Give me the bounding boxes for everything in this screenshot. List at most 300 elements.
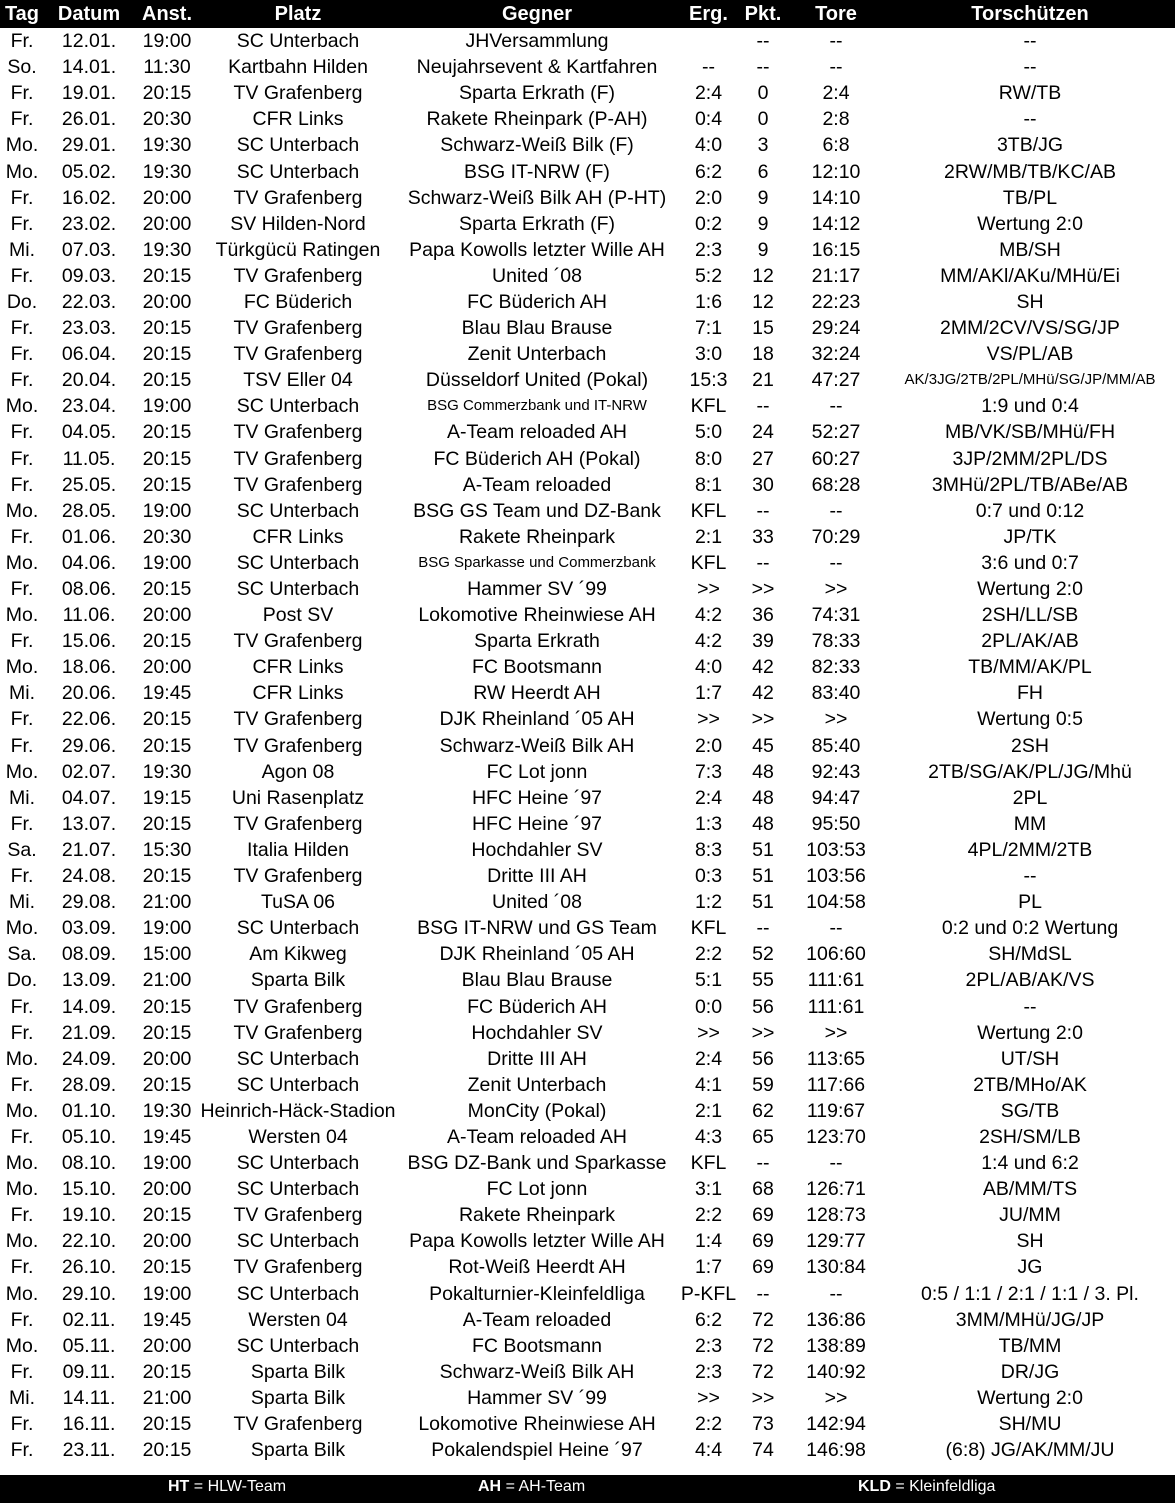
cell-tag: Fr. <box>10 865 34 888</box>
cell-torschuetzen: 2TB/MHo/AK <box>973 1073 1087 1096</box>
cell-gegner: DJK Rheinland ´05 AH <box>439 708 635 731</box>
cell-torschuetzen: VS/PL/AB <box>986 343 1074 366</box>
cell-platz: TV Grafenberg <box>233 1021 363 1044</box>
cell-platz: TV Grafenberg <box>233 343 363 366</box>
cell-datum: 20.04. <box>61 369 117 392</box>
cell-punkte: 9 <box>757 238 769 261</box>
cell-ergebnis: 1:4 <box>694 1230 723 1253</box>
cell-platz: SC Unterbach <box>236 160 360 183</box>
cell-datum: 14.09. <box>61 995 117 1018</box>
cell-anstoss: 20:15 <box>142 578 192 601</box>
cell-platz: TV Grafenberg <box>233 708 363 731</box>
table-row <box>0 1281 1175 1307</box>
cell-gegner: HFC Heine ´97 <box>471 786 603 809</box>
cell-anstoss: 20:00 <box>142 186 192 209</box>
cell-datum: 29.08. <box>61 891 117 914</box>
cell-anstoss: 20:15 <box>142 1204 192 1227</box>
cell-ergebnis: 8:3 <box>694 838 723 861</box>
cell-datum: 23.02. <box>61 212 117 235</box>
cell-gegner: FC Büderich AH <box>467 995 607 1018</box>
cell-torschuetzen: MB/SH <box>999 238 1061 261</box>
cell-datum: 23.04. <box>61 395 117 418</box>
cell-punkte: -- <box>756 551 770 574</box>
cell-anstoss: 19:45 <box>142 1308 192 1331</box>
table-row <box>0 785 1175 811</box>
cell-anstoss: 20:00 <box>142 1230 192 1253</box>
cell-ergebnis: 4:2 <box>694 604 723 627</box>
cell-tag: Fr. <box>10 1073 34 1096</box>
cell-tore: 113:65 <box>806 1047 866 1070</box>
cell-anstoss: 19:15 <box>142 786 192 809</box>
table-row <box>0 1176 1175 1202</box>
table-row <box>0 472 1175 498</box>
cell-tore: 74:31 <box>811 604 861 627</box>
cell-tore: 22:23 <box>811 290 861 313</box>
cell-gegner: RW Heerdt AH <box>473 682 601 705</box>
cell-tag: Mo. <box>5 1334 39 1357</box>
cell-punkte: 0 <box>757 82 769 105</box>
cell-anstoss: 21:00 <box>142 891 192 914</box>
cell-platz: SC Unterbach <box>236 395 360 418</box>
cell-tore: 119:67 <box>806 1099 866 1122</box>
table-row <box>0 1307 1175 1333</box>
cell-anstoss: 20:00 <box>142 1178 192 1201</box>
cell-datum: 05.02. <box>61 160 117 183</box>
cell-ergebnis: 2:2 <box>694 1204 723 1227</box>
cell-punkte: 27 <box>752 447 774 470</box>
cell-platz: TV Grafenberg <box>233 1413 363 1436</box>
cell-gegner: FC Büderich AH (Pokal) <box>433 447 641 470</box>
table-row <box>0 706 1175 732</box>
cell-anstoss: 20:15 <box>142 82 192 105</box>
cell-platz: SC Unterbach <box>236 1282 360 1305</box>
cell-platz: SC Unterbach <box>236 578 360 601</box>
cell-datum: 15.10. <box>61 1178 117 1201</box>
cell-tag: Mi. <box>9 238 35 261</box>
cell-platz: Wersten 04 <box>248 1308 348 1331</box>
cell-anstoss: 20:15 <box>142 630 192 653</box>
cell-datum: 22.06. <box>61 708 117 731</box>
cell-torschuetzen: -- <box>1023 56 1037 79</box>
cell-gegner: Hochdahler SV <box>471 838 603 861</box>
cell-gegner: Blau Blau Brause <box>461 317 613 340</box>
cell-ergebnis: 4:2 <box>694 630 723 653</box>
cell-torschuetzen: RW/TB <box>998 82 1062 105</box>
cell-tag: Mo. <box>5 1230 39 1253</box>
cell-ergebnis: 0:4 <box>694 108 723 131</box>
cell-anstoss: 19:30 <box>142 160 192 183</box>
cell-anstoss: 20:15 <box>142 708 192 731</box>
cell-platz: Sparta Bilk <box>250 1386 346 1409</box>
cell-datum: 11.06. <box>62 604 116 627</box>
cell-anstoss: 20:15 <box>142 1021 192 1044</box>
cell-tag: Fr. <box>10 995 34 1018</box>
cell-tag: Fr. <box>10 1360 34 1383</box>
table-row <box>0 1437 1175 1463</box>
cell-tore: >> <box>824 1386 848 1409</box>
cell-tag: Fr. <box>10 108 34 131</box>
cell-tag: Fr. <box>10 473 34 496</box>
cell-platz: Uni Rasenplatz <box>231 786 365 809</box>
cell-tag: Fr. <box>10 369 34 392</box>
table-row <box>0 185 1175 211</box>
cell-punkte: 9 <box>757 212 769 235</box>
cell-torschuetzen: -- <box>1023 30 1037 53</box>
cell-ergebnis: 2:0 <box>694 186 723 209</box>
cell-ergebnis: 3:0 <box>694 343 723 366</box>
cell-platz: Heinrich-Häck-Stadion <box>200 1099 396 1122</box>
cell-anstoss: 15:00 <box>142 943 192 966</box>
cell-torschuetzen: Wertung 2:0 <box>977 212 1083 235</box>
cell-gegner: Sparta Erkrath (F) <box>458 212 616 235</box>
cell-anstoss: 20:00 <box>142 656 192 679</box>
cell-gegner: Schwarz-Weiß Bilk AH <box>439 1360 635 1383</box>
cell-datum: 05.11. <box>62 1334 116 1357</box>
cell-tore: 111:61 <box>807 995 865 1018</box>
cell-anstoss: 19:45 <box>142 682 192 705</box>
cell-ergebnis: 2:3 <box>694 1360 723 1383</box>
table-row <box>0 1411 1175 1437</box>
cell-gegner: FC Lot jonn <box>486 760 588 783</box>
cell-platz: Italia Hilden <box>247 838 349 861</box>
cell-datum: 28.05. <box>61 499 117 522</box>
cell-datum: 15.06. <box>61 630 117 653</box>
cell-ergebnis: P-KFL <box>680 1282 737 1305</box>
cell-tag: Fr. <box>10 82 34 105</box>
cell-platz: TV Grafenberg <box>233 995 363 1018</box>
cell-gegner: Rakete Rheinpark <box>458 1204 616 1227</box>
cell-tore: 128:73 <box>806 1204 866 1227</box>
cell-tag: Fr. <box>10 1439 34 1462</box>
cell-tag: Fr. <box>10 1413 34 1436</box>
cell-tore: 111:61 <box>807 969 865 992</box>
cell-anstoss: 20:00 <box>142 290 192 313</box>
cell-tore: -- <box>829 56 843 79</box>
cell-ergebnis: KFL <box>690 551 727 574</box>
cell-tore: 60:27 <box>811 447 861 470</box>
cell-tag: Mo. <box>5 1047 39 1070</box>
cell-punkte: -- <box>756 917 770 940</box>
cell-torschuetzen: (6:8) JG/AK/MM/JU <box>945 1439 1115 1462</box>
cell-punkte: 51 <box>752 838 774 861</box>
cell-platz: TV Grafenberg <box>233 317 363 340</box>
cell-punkte: 33 <box>752 525 774 548</box>
cell-ergebnis: 2:1 <box>694 1099 723 1122</box>
cell-torschuetzen: SH <box>1016 1230 1044 1253</box>
legend-bar <box>0 1475 1175 1503</box>
table-row <box>0 446 1175 472</box>
cell-tag: Mo. <box>5 760 39 783</box>
cell-gegner: Zenit Unterbach <box>467 343 607 366</box>
cell-datum: 08.10. <box>61 1152 117 1175</box>
cell-punkte: 24 <box>752 421 774 444</box>
cell-punkte: 62 <box>752 1099 774 1122</box>
cell-platz: SC Unterbach <box>236 551 360 574</box>
cell-gegner: Dritte III AH <box>487 1047 587 1070</box>
cell-tag: Fr. <box>10 734 34 757</box>
cell-platz: TV Grafenberg <box>233 734 363 757</box>
cell-gegner: Hammer SV ´99 <box>467 578 607 601</box>
cell-tore: -- <box>829 30 843 53</box>
cell-punkte: -- <box>756 1282 770 1305</box>
cell-punkte: >> <box>751 1021 775 1044</box>
cell-punkte: 15 <box>752 317 774 340</box>
cell-ergebnis: 2:2 <box>694 1413 723 1436</box>
cell-punkte: 51 <box>752 891 774 914</box>
cell-gegner: Blau Blau Brause <box>461 969 613 992</box>
cell-platz: SC Unterbach <box>236 1230 360 1253</box>
cell-tore: 78:33 <box>811 630 861 653</box>
table-row <box>0 1098 1175 1124</box>
cell-tag: Fr. <box>10 186 34 209</box>
cell-tag: Mo. <box>5 917 39 940</box>
cell-torschuetzen: JP/TK <box>1003 525 1057 548</box>
cell-gegner: FC Lot jonn <box>486 1178 588 1201</box>
cell-tore: 29:24 <box>811 317 861 340</box>
cell-torschuetzen: 2SH <box>1011 734 1049 757</box>
cell-ergebnis: 2:4 <box>694 786 723 809</box>
legend-ah: AH = AH-Team <box>478 1478 586 1495</box>
cell-gegner: Hochdahler SV <box>471 1021 603 1044</box>
cell-ergebnis: 2:3 <box>694 238 723 261</box>
cell-tag: Do. <box>6 969 38 992</box>
cell-tag: Mo. <box>5 134 39 157</box>
cell-tore: >> <box>824 1021 848 1044</box>
cell-gegner: HFC Heine ´97 <box>471 812 603 835</box>
table-row <box>0 1333 1175 1359</box>
table-row <box>0 393 1175 419</box>
cell-datum: 20.06. <box>61 682 117 705</box>
cell-punkte: 21 <box>752 369 774 392</box>
cell-tore: 94:47 <box>811 786 861 809</box>
cell-datum: 05.10. <box>61 1125 117 1148</box>
cell-tore: 136:86 <box>806 1308 866 1331</box>
table-row <box>0 1150 1175 1176</box>
table-row <box>0 237 1175 263</box>
table-row <box>0 550 1175 576</box>
cell-tag: Fr. <box>10 812 34 835</box>
cell-platz: Am Kikweg <box>249 943 347 966</box>
cell-tag: Mo. <box>5 1178 39 1201</box>
cell-datum: 06.04. <box>61 343 117 366</box>
cell-torschuetzen: Wertung 2:0 <box>977 578 1083 601</box>
cell-datum: 02.11. <box>62 1308 116 1331</box>
table-row <box>0 54 1175 80</box>
cell-punkte: 56 <box>752 1047 774 1070</box>
cell-anstoss: 20:15 <box>142 1413 192 1436</box>
table-row <box>0 759 1175 785</box>
cell-ergebnis: 7:1 <box>694 317 723 340</box>
cell-datum: 04.07. <box>61 786 117 809</box>
cell-ergebnis: 4:0 <box>694 134 723 157</box>
cell-torschuetzen: 3JP/2MM/2PL/DS <box>952 447 1108 470</box>
cell-torschuetzen: MB/VK/SB/MHü/FH <box>944 421 1116 444</box>
cell-tore: 129:77 <box>806 1230 866 1253</box>
cell-torschuetzen: AK/3JG/2TB/2PL/MHü/SG/JP/MM/AB <box>904 371 1156 389</box>
cell-platz: SC Unterbach <box>236 134 360 157</box>
cell-anstoss: 21:00 <box>142 969 192 992</box>
cell-datum: 22.03. <box>61 290 117 313</box>
table-row <box>0 524 1175 550</box>
cell-torschuetzen: Wertung 2:0 <box>977 1021 1083 1044</box>
cell-anstoss: 20:15 <box>142 1439 192 1462</box>
cell-ergebnis: 2:3 <box>694 1334 723 1357</box>
table-row <box>0 158 1175 184</box>
cell-punkte: 69 <box>752 1256 774 1279</box>
cell-anstoss: 20:30 <box>142 525 192 548</box>
cell-anstoss: 11:30 <box>143 56 191 79</box>
cell-platz: CFR Links <box>252 525 344 548</box>
table-row <box>0 1072 1175 1098</box>
cell-tore: 12:10 <box>811 160 861 183</box>
cell-punkte: >> <box>751 1386 775 1409</box>
cell-platz: TV Grafenberg <box>233 1256 363 1279</box>
cell-tore: 83:40 <box>811 682 861 705</box>
table-row <box>0 1046 1175 1072</box>
cell-gegner: MonCity (Pokal) <box>467 1099 607 1122</box>
cell-tore: 14:10 <box>811 186 861 209</box>
cell-anstoss: 19:30 <box>142 760 192 783</box>
cell-torschuetzen: 2TB/SG/AK/PL/JG/Mhü <box>928 760 1132 783</box>
cell-torschuetzen: UT/SH <box>1000 1047 1060 1070</box>
cell-tag: Fr. <box>10 525 34 548</box>
cell-anstoss: 20:15 <box>142 734 192 757</box>
cell-gegner: BSG Commerzbank und IT-NRW <box>427 397 647 415</box>
cell-platz: SC Unterbach <box>236 1334 360 1357</box>
cell-platz: TV Grafenberg <box>233 1204 363 1227</box>
cell-punkte: >> <box>751 578 775 601</box>
cell-torschuetzen: 0:7 und 0:12 <box>975 499 1085 522</box>
cell-tag: Sa. <box>7 838 37 861</box>
header-row <box>0 0 1175 28</box>
cell-torschuetzen: SH/MdSL <box>988 943 1072 966</box>
cell-gegner: BSG Sparkasse und Commerzbank <box>418 553 656 571</box>
cell-tore: 2:8 <box>822 108 850 131</box>
cell-datum: 09.03. <box>61 264 117 287</box>
cell-datum: 19.10. <box>61 1204 117 1227</box>
cell-ergebnis: 5:0 <box>694 421 723 444</box>
cell-tore: 142:94 <box>806 1413 866 1436</box>
cell-gegner: FC Bootsmann <box>471 656 603 679</box>
cell-gegner: Rot-Weiß Heerdt AH <box>448 1256 626 1279</box>
cell-ergebnis: 1:7 <box>694 1256 723 1279</box>
cell-datum: 02.07. <box>61 760 117 783</box>
cell-punkte: -- <box>756 499 770 522</box>
table-row <box>0 367 1175 393</box>
table-row <box>0 628 1175 654</box>
table-row <box>0 1228 1175 1254</box>
cell-ergebnis: KFL <box>690 395 727 418</box>
cell-datum: 07.03. <box>61 238 117 261</box>
cell-platz: SV Hilden-Nord <box>230 212 366 235</box>
cell-tore: 68:28 <box>811 473 861 496</box>
col-header-torschuetzen: Torschützen <box>885 0 1175 28</box>
cell-punkte: 52 <box>752 943 774 966</box>
table-row <box>0 106 1175 132</box>
cell-anstoss: 19:00 <box>142 1152 192 1175</box>
cell-tag: Mo. <box>5 499 39 522</box>
cell-torschuetzen: 3:6 und 0:7 <box>981 551 1079 574</box>
cell-datum: 01.06. <box>61 525 117 548</box>
cell-punkte: 0 <box>757 108 769 131</box>
cell-ergebnis: 1:3 <box>694 812 723 835</box>
cell-tag: Mo. <box>5 1099 39 1122</box>
cell-anstoss: 19:30 <box>142 134 192 157</box>
cell-gegner: A-Team reloaded AH <box>447 1125 627 1148</box>
cell-ergebnis: 6:2 <box>694 1308 723 1331</box>
cell-punkte: 42 <box>752 682 774 705</box>
cell-anstoss: 20:15 <box>142 1073 192 1096</box>
cell-datum: 09.11. <box>62 1360 116 1383</box>
cell-punkte: 48 <box>752 760 774 783</box>
table-row <box>0 132 1175 158</box>
cell-anstoss: 20:00 <box>142 1047 192 1070</box>
col-header-gegner: Gegner <box>396 0 678 28</box>
cell-gegner: Düsseldorf United (Pokal) <box>425 369 649 392</box>
cell-tore: 16:15 <box>811 238 861 261</box>
col-header-tore: Tore <box>787 0 885 28</box>
cell-gegner: Rakete Rheinpark (P-AH) <box>426 108 648 131</box>
cell-platz: TV Grafenberg <box>233 186 363 209</box>
cell-tag: Fr. <box>10 343 34 366</box>
cell-punkte: 59 <box>752 1073 774 1096</box>
cell-platz: CFR Links <box>252 682 344 705</box>
cell-anstoss: 20:15 <box>142 865 192 888</box>
cell-gegner: FC Bootsmann <box>471 1334 603 1357</box>
cell-platz: Sparta Bilk <box>250 969 346 992</box>
cell-platz: TV Grafenberg <box>233 421 363 444</box>
cell-platz: Post SV <box>262 604 334 627</box>
cell-gegner: FC Büderich AH <box>467 290 607 313</box>
table-row <box>0 211 1175 237</box>
cell-tore: 106:60 <box>806 943 866 966</box>
cell-torschuetzen: Wertung 2:0 <box>977 1386 1083 1409</box>
cell-anstoss: 19:00 <box>142 30 192 53</box>
cell-punkte: 12 <box>752 264 774 287</box>
cell-torschuetzen: TB/MM <box>998 1334 1062 1357</box>
cell-punkte: 73 <box>752 1413 774 1436</box>
cell-torschuetzen: 1:9 und 0:4 <box>981 395 1079 418</box>
cell-platz: TSV Eller 04 <box>243 369 353 392</box>
cell-ergebnis: 7:3 <box>694 760 723 783</box>
cell-datum: 16.02. <box>61 186 117 209</box>
cell-tag: Fr. <box>10 1125 34 1148</box>
cell-datum: 24.08. <box>61 865 117 888</box>
cell-tag: Fr. <box>10 1256 34 1279</box>
cell-torschuetzen: Wertung 0:5 <box>977 708 1083 731</box>
table-row <box>0 1359 1175 1385</box>
cell-anstoss: 20:15 <box>142 1360 192 1383</box>
cell-datum: 18.06. <box>61 656 117 679</box>
cell-tag: Mo. <box>5 656 39 679</box>
cell-tore: -- <box>829 499 843 522</box>
cell-punkte: 56 <box>752 995 774 1018</box>
cell-datum: 14.11. <box>62 1386 116 1409</box>
cell-anstoss: 19:00 <box>142 395 192 418</box>
cell-tore: 126:71 <box>806 1178 866 1201</box>
cell-punkte: 6 <box>757 160 769 183</box>
cell-tore: 130:84 <box>806 1256 866 1279</box>
cell-ergebnis: >> <box>697 708 720 731</box>
cell-anstoss: 19:00 <box>142 917 192 940</box>
cell-platz: TV Grafenberg <box>233 865 363 888</box>
cell-datum: 26.01. <box>61 108 117 131</box>
table-row <box>0 941 1175 967</box>
table-row <box>0 1385 1175 1411</box>
cell-platz: TV Grafenberg <box>233 264 363 287</box>
cell-punkte: 18 <box>752 343 774 366</box>
table-row <box>0 654 1175 680</box>
